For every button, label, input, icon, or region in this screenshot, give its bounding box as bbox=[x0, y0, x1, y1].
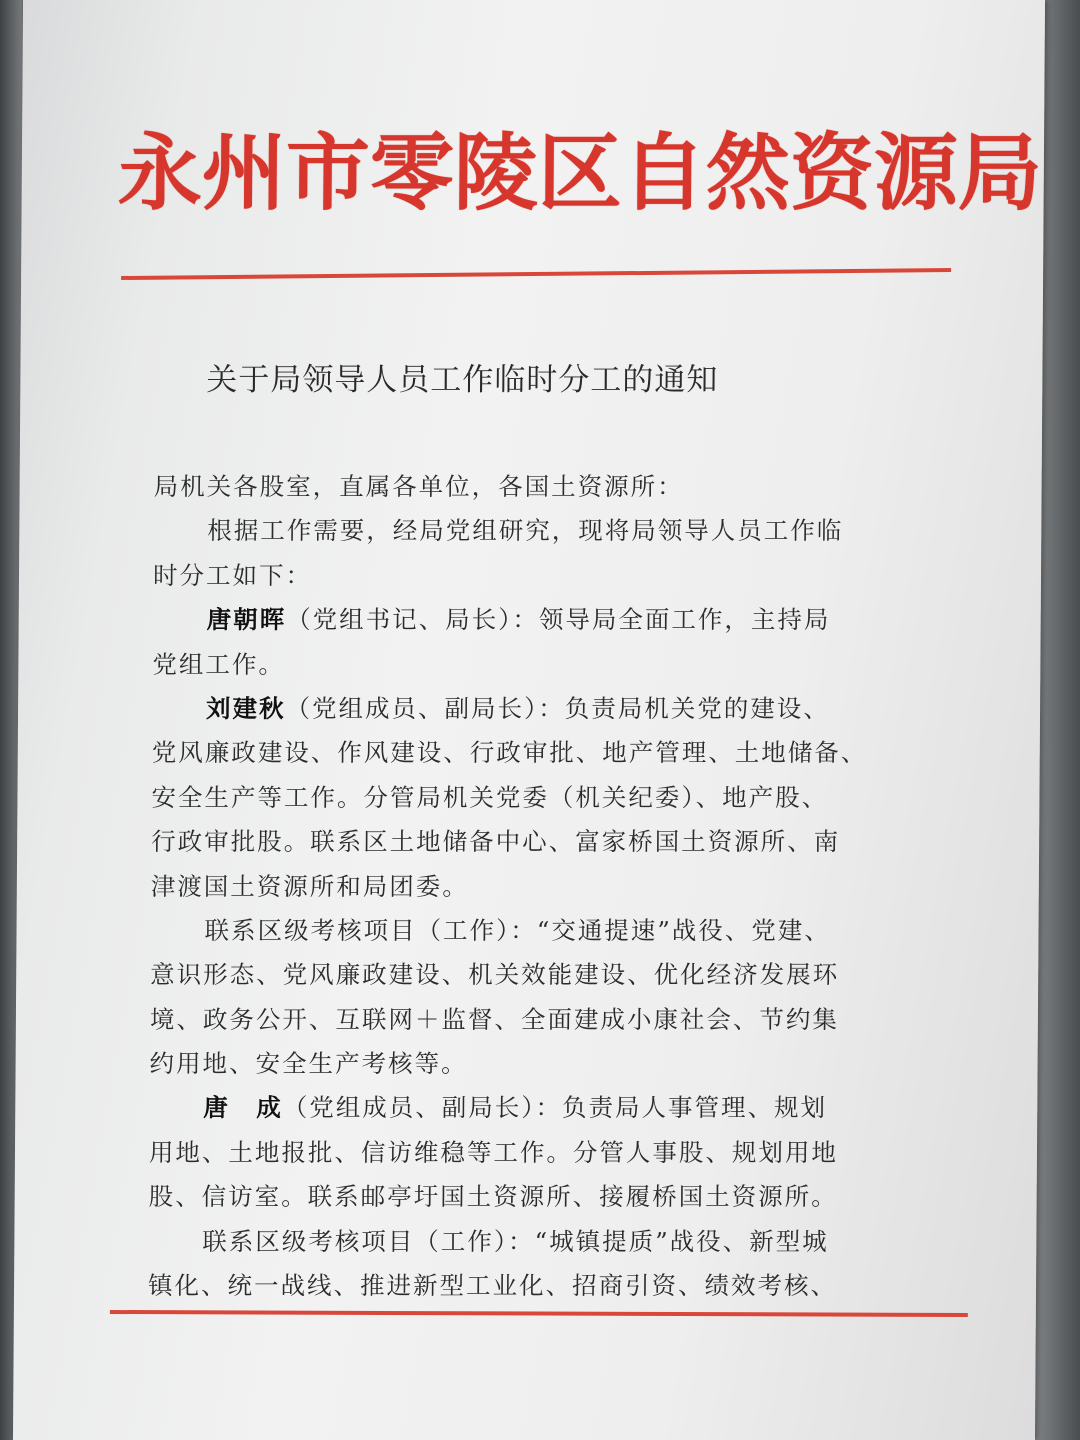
addressee-line: 局机关各股室，直属各单位，各国土资源所： bbox=[153, 472, 684, 501]
leader-duties: （党组成员、副局长）：负责局机关党的建设、 bbox=[285, 693, 830, 723]
assessment-line: 约用地、安全生产考核等。 bbox=[149, 1049, 468, 1079]
leader-paragraph-line: 股、信访室。联系邮亭圩国土资源所、接履桥国土资源所。 bbox=[148, 1182, 838, 1212]
assessment-line: 联系区级考核项目（工作）：“城镇提质”战役、新型城 bbox=[202, 1226, 829, 1256]
assessment-line: 意识形态、党风廉政建设、机关效能建设、优化经济发展环 bbox=[150, 960, 840, 990]
footer-red-rule bbox=[110, 1310, 968, 1317]
leader-paragraph-line: 津渡国土资源所和局团委。 bbox=[150, 871, 469, 901]
letterhead-red-rule bbox=[121, 268, 951, 280]
document-page bbox=[13, 0, 1045, 1440]
leader-duties: （党组书记、局长）：领导局全面工作，主持局 bbox=[286, 605, 831, 635]
leader-paragraph-line: 党风廉政建设、作风建设、行政审批、地产管理、土地储备、 bbox=[151, 738, 868, 768]
assessment-line: 联系区级考核项目（工作）：“交通提速”战役、党建、 bbox=[204, 915, 831, 945]
letterhead-org-name: 永州市零陵区自然资源局 bbox=[117, 123, 1043, 222]
assessment-line: 境、政务公开、互联网＋监督、全面建成小康社会、节约集 bbox=[149, 1004, 840, 1034]
leader-name: 唐朝晖 bbox=[206, 605, 287, 635]
leader-paragraph-line bbox=[153, 598, 893, 642]
leader-name: 刘建秋 bbox=[205, 693, 286, 723]
leader-paragraph-line bbox=[149, 1086, 889, 1130]
leader-paragraph-line: 党组工作。 bbox=[152, 649, 285, 679]
leader-paragraph-line: 用地、土地报批、信访维稳等工作。分管人事股、规划用地 bbox=[148, 1137, 839, 1167]
intro-line: 根据工作需要，经局党组研究，现将局领导人员工作临 bbox=[207, 516, 844, 546]
leader-paragraph-line: 行政审批股。联系区土地储备中心、富家桥国土资源所、南 bbox=[151, 827, 841, 857]
notice-title: 关于局领导人员工作临时分工的通知 bbox=[206, 362, 719, 398]
notice-body bbox=[148, 465, 894, 1308]
leader-name: 唐 成 bbox=[203, 1093, 283, 1123]
leader-paragraph-line: 安全生产等工作。分管局机关党委（机关纪委）、地产股、 bbox=[151, 782, 829, 812]
assessment-line: 镇化、统一战线、推进新型工业化、招商引资、绩效考核、 bbox=[147, 1271, 838, 1301]
intro-line: 时分工如下： bbox=[152, 560, 313, 590]
leader-duties: （党组成员、副局长）：负责局人事管理、规划 bbox=[282, 1093, 828, 1123]
leader-paragraph-line bbox=[152, 687, 892, 731]
